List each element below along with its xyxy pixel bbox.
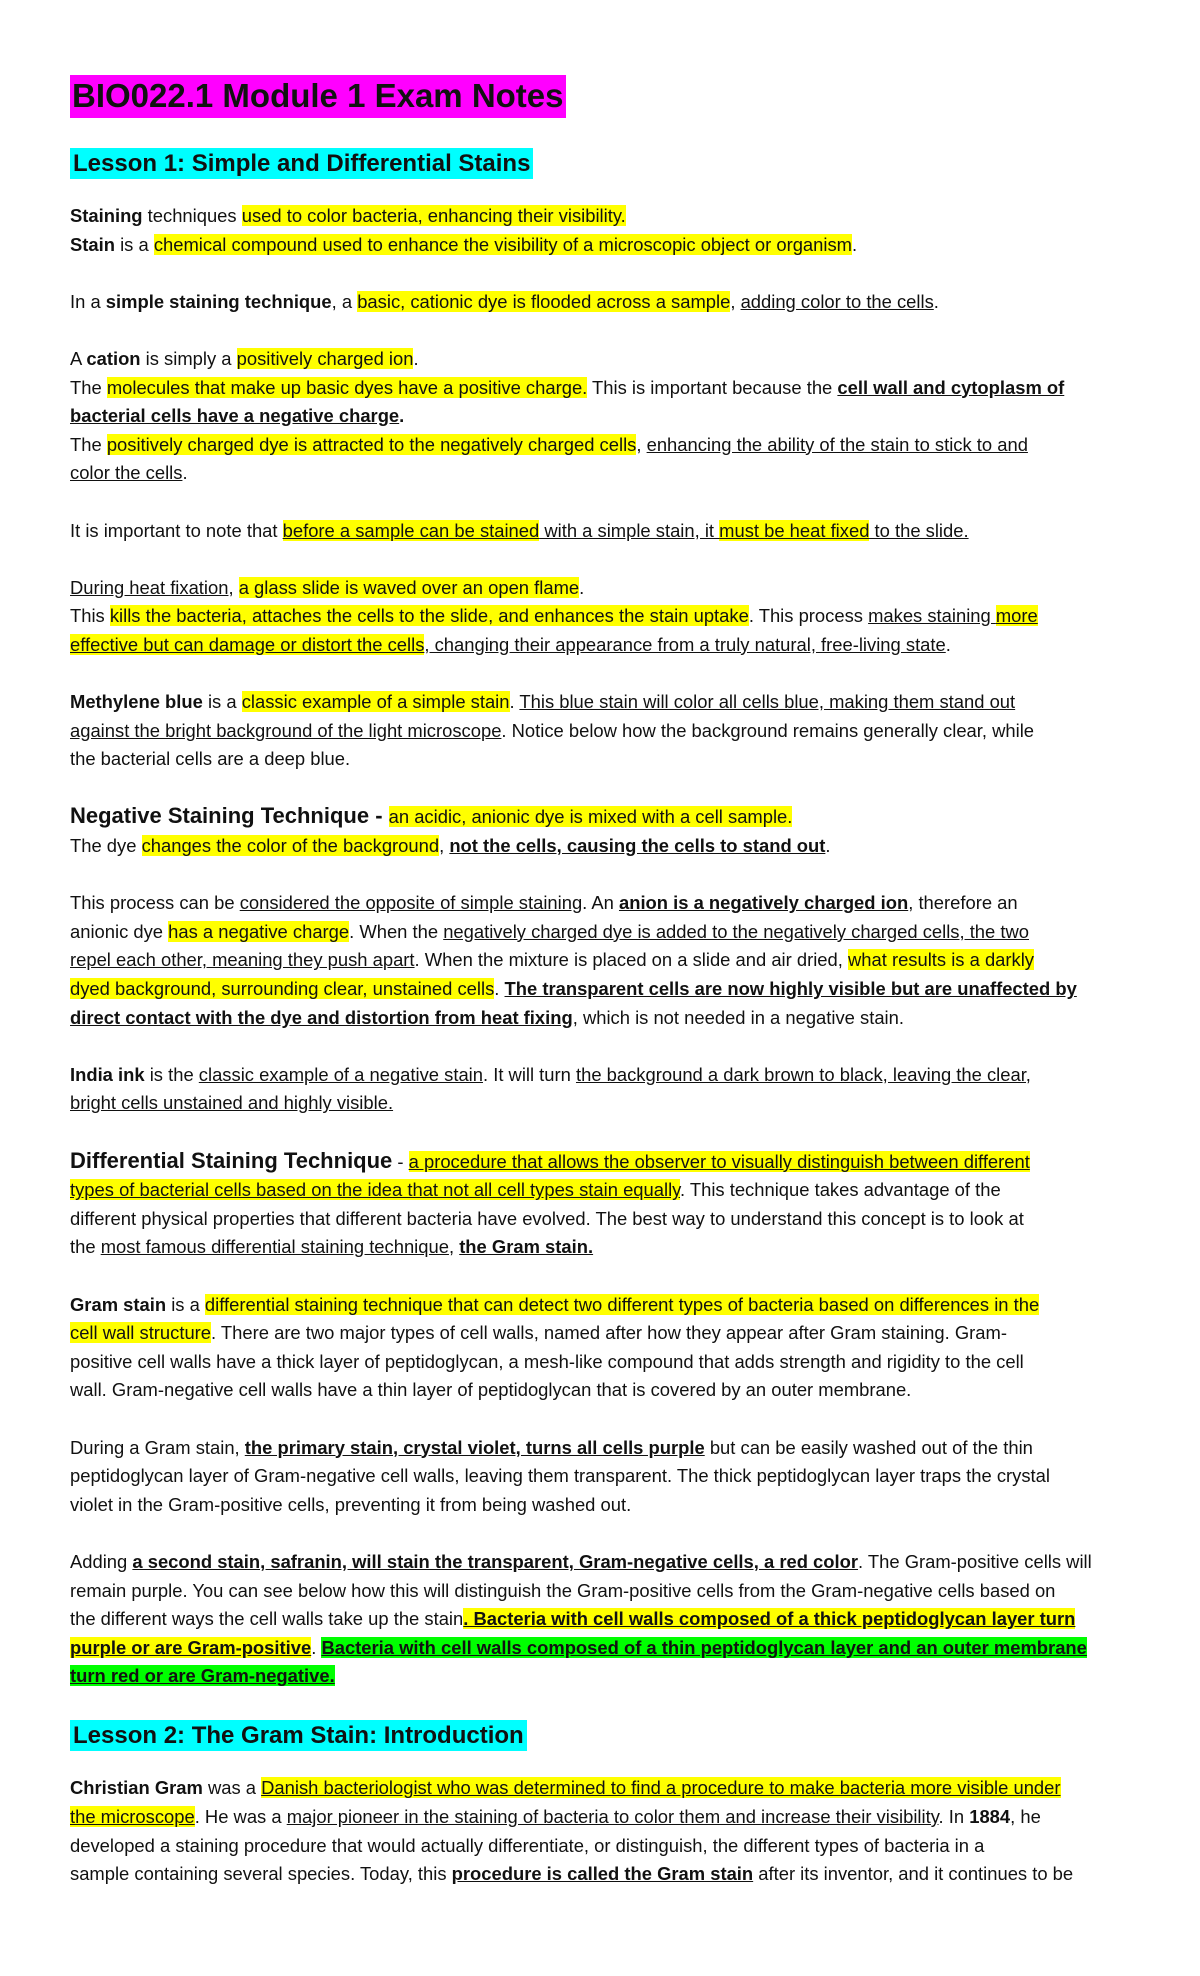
text-line [70,602,1130,631]
text-lesson2-christian-end: , he [1010,1806,1041,1828]
document-title: BIO022.1 Module 1 Exam Notes [70,75,566,118]
text-lesson1-gram-term: Gram stain [70,1293,167,1315]
text-lesson1-simple-term: simple staining technique [105,290,332,312]
text-lesson1-stain-mid: is a [114,233,154,255]
text-line [70,717,1130,746]
text-line [70,1803,1130,1832]
text-line [70,918,1130,947]
text-lesson1-fixation-end2: . [945,633,951,655]
text-line [70,1291,1130,1320]
text-lesson1-opposite-l2a: anionic dye [70,920,169,942]
text-lesson1-negative-hl: an acidic, anionic dye is mixed with a cell sample. [388,806,793,828]
text-lesson1-simple-hl: basic, cationic dye is flooded across a sample [357,290,731,312]
text-lesson1-differential-hlu2: types of bacterial cells based on the idea that not all cell types stain equally [70,1179,680,1201]
heat-fix-note [70,517,1130,546]
text-line [70,1233,1130,1262]
text-line [70,1376,1130,1405]
text-lesson1-negative-end: . [825,835,831,857]
text-lesson1-differential-line3: different physical properties that different bacteria have evolved. The best way to understand this concept is to look at [70,1207,1024,1229]
negative-staining-section [70,802,1130,860]
text-lesson2-christian-year: 1884 [969,1806,1011,1828]
text-line [70,1434,1130,1463]
text-lesson2-christian-mid3: . In [938,1806,970,1828]
text-line [70,832,1130,861]
text-line [70,1605,1130,1634]
text-lesson2-christian-hlu2: the microscope [70,1806,195,1828]
text-line [70,1319,1130,1348]
text-line [70,1548,1130,1577]
text-lesson1-fixation-hlu1: more [995,605,1038,627]
text-line [70,1205,1130,1234]
text-lesson1-during-line3: violet in the Gram-positive cells, preventing it from being washed out. [70,1493,632,1515]
text-lesson1-differential-hlu1: a procedure that allows the observer to visually distinguish between different [408,1150,1030,1172]
text-lesson1-staining-mid: techniques [142,205,242,226]
text-lesson1-opposite-ub2: The transparent cells are now highly visible but are unaffected by [504,978,1077,1000]
text-line [70,1860,1130,1889]
text-line [70,1662,1130,1691]
text-lesson1-opposite-u3: repel each other, meaning they push apart [70,949,415,971]
text-line [70,975,1130,1004]
text-lesson1-opposite-u2: negatively charged dye is added to the negatively charged cells, the two [443,920,1029,942]
text-line [70,288,1130,317]
text-lesson1-india-term: India ink [70,1063,145,1085]
text-lesson1-during-pre: During a Gram stain, [70,1436,245,1458]
text-lesson1-methylene-u1: This blue stain will color all cells blue, making them stand out [519,691,1016,713]
text-lesson1-simple-comma: , [730,290,741,312]
text-lesson1-negative-the: The dye [70,835,142,857]
text-lesson1-adding-hlub2: purple or are Gram-positive [70,1636,312,1658]
text-lesson1-cation-u2: color the cells [70,462,183,484]
text-lesson2-heading: Lesson 2: The Gram Stain: Introduction [70,1720,527,1751]
text-lesson1-cation-mid2: This is important because the [587,376,838,398]
text-lesson1-cation-ub2end: . [399,405,405,427]
text-line [70,402,1130,431]
text-lesson1-stain-end: . [851,233,858,255]
text-lesson1-during-ub: the primary stain, crystal violet, turns all cells purple [244,1436,705,1458]
text-lesson1-adding-hgub2: turn red or are Gram-negative. [70,1665,335,1687]
staining-definition [70,202,1130,259]
text-lesson1-cation-end2: . [182,462,188,484]
text-lesson1-adding-line3pre: the different ways the cell walls take up the stain [70,1608,464,1630]
text-lesson1-cation-the1: The [70,376,107,398]
text-lesson2-christian-line4end: after its inventor, and it continues to be [753,1863,1074,1885]
text-lesson1-methylene-hl: classic example of a simple stain [241,691,510,713]
text-lesson1-india-u1: classic example of a negative stain [198,1063,483,1085]
text-lesson1-cation-a: A [70,347,87,369]
text-lesson2-christian-ub: procedure is called the Gram stain [451,1863,754,1885]
text-line [70,345,1130,374]
text-line [70,889,1130,918]
text-lesson1-cation-ub2: bacterial cells have a negative charge [70,405,400,427]
text-lesson1-adding-hlub1: . Bacteria with cell walls composed of a thick peptidoglycan layer turn [463,1608,1076,1630]
text-line [70,1089,1130,1118]
text-lesson1-opposite-ub3: direct contact with the dye and distortion from heat fixing [70,1006,573,1028]
text-lesson1-fixation-u2: makes staining [868,605,996,627]
text-lesson1-fixation-hl2: kills the bacteria, attaches the cells to the slide, and enhances the stain uptake [109,605,749,627]
text-lesson1-opposite-l2b: . When the [349,920,444,942]
text-line [70,1577,1130,1606]
text-lesson2-christian-u: major pioneer in the staining of bacteria to color them and increase their visibility [286,1806,939,1828]
text-lesson1-fixation-hlu2: effective but can damage or distort the cells [70,633,425,655]
text-lesson1-opposite-ub1: anion is a negatively charged ion [618,892,909,914]
text-lesson1-adding-ub: a second stain, safranin, will stain the transparent, Gram-negative cells, a red color [132,1550,859,1572]
christian-gram-paragraph [70,1774,1130,1888]
text-lesson1-negative-ub: not the cells, causing the cells to stand out [449,835,826,857]
text-lesson1-heatnote-pre: It is important to note that [70,519,283,541]
text-lesson1-fixation-u1: During heat fixation [70,576,229,598]
text-line [70,1634,1130,1663]
text-lesson1-cation-term: cation [86,347,141,369]
text-line [70,1147,1130,1177]
text-line [70,231,1130,260]
text-lesson1-opposite-hl1: has a negative charge [168,920,350,942]
text-line [70,688,1130,717]
text-lesson1-adding-rest: . The Gram-positive cells will [858,1550,1092,1572]
text-lesson1-simple-end: . [933,290,939,312]
text-lesson1-fixation-hl1: a glass slide is waved over an open flame [238,576,580,598]
text-lesson1-fixation-comma: , [228,576,239,598]
text-lesson1-cation-ub1: cell wall and cytoplasm of [837,376,1065,398]
text-lesson1-india-u3: bright cells unstained and highly visible. [70,1092,394,1114]
heat-fixation-paragraph [70,574,1130,660]
text-lesson1-opposite-l4b: . [494,978,505,1000]
differential-staining-heading: Differential Staining Technique [70,1147,393,1173]
text-lesson1-cation-the2: The [70,433,107,455]
text-lesson1-adding-pre: Adding [70,1550,133,1572]
text-lesson1-opposite-end: , which is not needed in a negative stain. [572,1006,904,1028]
text-lesson2-christian-hlu1: Danish bacteriologist who was determined to find a procedure to make bacteria more visible under [261,1777,1061,1799]
negative-staining-heading: Negative Staining Technique - [70,803,389,829]
text-lesson2-christian-line3: developed a staining procedure that would actually differentiate, or distinguish, the different types of bacteria in a [70,1834,985,1856]
text-line [70,1491,1130,1520]
text-lesson1-opposite-hl3: dyed background, surrounding clear, unstained cells [70,978,495,1000]
text-lesson1-differential-rest1: . This technique takes advantage of the [679,1179,1001,1201]
text-lesson2-christian-mid: was a [202,1777,262,1799]
text-lesson1-methylene-term: Methylene blue [70,691,203,713]
text-line [70,802,1130,832]
text-lesson1-during-line2: peptidoglycan layer of Gram-negative cell walls, leaving them transparent. The thick peptidoglycan layer traps the crystal [70,1465,1050,1487]
text-lesson2-christian-mid2: . He was a [194,1806,287,1828]
text-lesson1-opposite-mid2: , therefore an [908,892,1018,914]
text-line [70,202,1130,231]
text-line [70,946,1130,975]
text-lesson1-fixation-mid: . This process [748,605,869,627]
text-lesson1-cation-hl: positively charged ion [236,347,414,369]
text-lesson1-staining-term: Staining [70,205,143,226]
text-line [70,431,1130,460]
text-lesson1-gram-hl1: differential staining technique that can detect two different types of bacteria based on differences in the [204,1293,1040,1315]
text-line [70,1176,1130,1205]
text-lesson1-differential-u: most famous differential staining technique [100,1236,449,1258]
during-gram-stain-paragraph [70,1434,1130,1520]
text-lesson1-india-mid: is the [144,1063,199,1085]
text-lesson1-cation-hl2: molecules that make up basic dyes have a positive charge. [106,376,588,398]
text-lesson1-heatnote-mid: with a simple stain, it [539,519,720,541]
text-line [70,745,1130,774]
text-lesson1-gram-line4: wall. Gram-negative cell walls have a thin layer of peptidoglycan that is covered by an outer membrane. [70,1379,912,1401]
text-lesson1-differential-ub: the Gram stain. [459,1236,594,1258]
text-lesson1-opposite-l3b: . When the mixture is placed on a slide and air dried, [414,949,848,971]
text-lesson1-heatnote-hlu: before a sample can be stained [282,519,540,541]
gram-stain-paragraph [70,1291,1130,1405]
text-lesson1-opposite-u1: considered the opposite of simple staining [239,892,583,914]
text-line [70,1462,1130,1491]
safranin-paragraph [70,1548,1130,1691]
text-line [70,1348,1130,1377]
text-lesson1-fixation-this: This [70,605,110,627]
text-lesson1-cation-mid: is simply a [140,347,237,369]
text-lesson1-india-mid2: . It will turn [482,1063,576,1085]
text-lesson1-negative-comma: , [439,835,450,857]
text-lesson1-fixation-u3: , changing their appearance from a truly natural, free-living state [424,633,946,655]
text-lesson1-simple-u: adding color to the cells [740,290,934,312]
text-lesson1-cation-end: . [413,347,419,369]
text-lesson1-cation-comma: , [636,433,647,455]
text-line [70,517,1130,546]
text-lesson1-adding-dot: . [311,1636,322,1658]
text-lesson1-heatnote-hlu2: must be heat fixed [719,519,870,541]
text-lesson1-methylene-rest1: . Notice below how the background remains generally clear, while [501,719,1035,741]
text-lesson1-cation-hl3: positively charged dye is attracted to the negatively charged cells [106,433,637,455]
lesson-1-heading: Lesson 1: Simple and Differential Stains [70,148,533,179]
text-lesson2-christian-line4pre: sample containing several species. Today, this [70,1863,452,1885]
text-line [70,459,1130,488]
cation-paragraph [70,345,1130,488]
text-lesson1-fixation-end1: . [579,576,585,598]
text-lesson1-staining-hl: used to color bacteria, enhancing their visibility. [241,205,626,226]
text-line [70,374,1130,403]
text-lesson1-methylene-mid: is a [202,691,242,713]
lesson-2-heading [70,1719,1130,1754]
text-lesson1-simple-pre: In a [70,290,106,312]
text-lesson1-stain-hl: chemical compound used to enhance the visibility of a microscopic object or organism [153,233,852,255]
text-lesson1-opposite-pre: This process can be [70,892,240,914]
text-lesson1-negative-hl2: changes the color of the background [141,835,440,857]
text-lesson1-heatnote-u: to the slide. [869,519,969,541]
text-lesson1-stain-term: Stain [70,233,115,255]
text-lesson1-opposite-hl2: what results is a darkly [847,949,1035,971]
text-lesson1-methylene-dot: . [509,691,520,713]
text-lesson1-gram-mid: is a [166,1293,205,1315]
text-lesson1-adding-line2: remain purple. You can see below how this will distinguish the Gram-positive cells from the Gram-negative cells based on [70,1579,1056,1601]
text-lesson1-during-rest: but can be easily washed out of the thin [704,1436,1033,1458]
text-line [70,1004,1130,1033]
text-lesson1-methylene-u2: against the bright background of the light microscope [70,719,502,741]
methylene-blue-paragraph [70,688,1130,774]
text-line [70,574,1130,603]
text-lesson1-adding-hgub1: Bacteria with cell walls composed of a thin peptidoglycan layer and an outer membrane [321,1636,1087,1658]
text-line [70,1061,1130,1090]
text-lesson1-methylene-rest2: the bacterial cells are a deep blue. [70,748,351,770]
text-lesson1-differential-the: the [70,1236,101,1258]
text-lesson1-opposite-mid1: . An [582,892,619,914]
text-lesson1-gram-rest1: . There are two major types of cell walls, named after how they appear after Gram staining. Gram- [211,1322,1007,1344]
text-lesson1-differential-comma: , [448,1236,460,1258]
text-lesson2-christian-term: Christian Gram [70,1777,203,1799]
text-lesson1-gram-line3: positive cell walls have a thick layer of peptidoglycan, a mesh-like compound that adds strength and rigidity to the cell [70,1350,1024,1372]
text-lesson1-differential-dash: - [392,1150,409,1172]
text-line [70,631,1130,660]
text-lesson1-simple-mid: , a [331,290,358,312]
text-line [70,1832,1130,1861]
india-ink-paragraph [70,1061,1130,1118]
text-line [70,1774,1130,1803]
text-lesson1-india-u2: the background a dark brown to black, leaving the clear, [575,1063,1031,1085]
text-lesson1-gram-hl2: cell wall structure [70,1322,212,1344]
differential-staining-section [70,1147,1130,1262]
simple-staining-paragraph [70,288,1130,317]
opposite-staining-paragraph [70,889,1130,1032]
text-lesson1-cation-u1: enhancing the ability of the stain to stick to and [646,433,1028,455]
